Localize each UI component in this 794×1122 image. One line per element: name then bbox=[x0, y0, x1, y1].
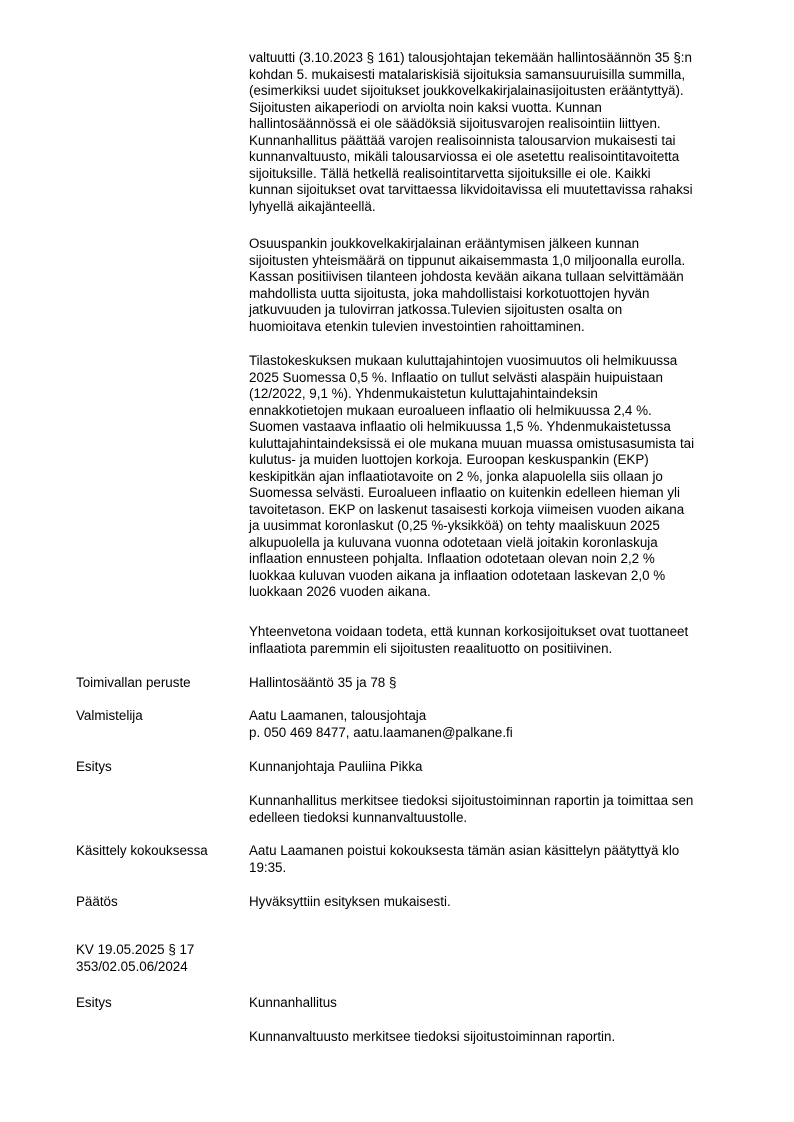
paatos-label: Päätös bbox=[76, 894, 118, 909]
valmistelija-label: Valmistelija bbox=[76, 708, 143, 723]
esitys-text-1: Kunnanhallitus merkitsee tiedoksi sijoitustoiminnan raportin ja toimittaa sen edelleen tiedoksi kunnanvaltuustolle. bbox=[249, 793, 694, 825]
esitys-value-2: Kunnanhallitus bbox=[249, 995, 337, 1010]
kasittely-kokouksessa-label: Käsittely kokouksessa bbox=[76, 843, 208, 858]
esitys-label-2: Esitys bbox=[76, 995, 112, 1010]
toimivallan-peruste-label: Toimivallan peruste bbox=[76, 675, 191, 690]
kasittely-kokouksessa-value: Aatu Laamanen poistui kokouksesta tämän asian käsittelyn päätyttyä klo 19:35. bbox=[249, 843, 680, 875]
body-paragraph-2: Osuuspankin joukkovelkakirjalainan erääntymisen jälkeen kunnan sijoitusten yhteismäärä on tippunut aikaisemmasta 1,0 miljoonalla eurolla. Kassan positiivisen tilanteen johdosta kevään aikana tullaan selvittämään mahdollista uutta sijoitusta, joka mahdollistaisi korkotuottojen hyvän jatkuvuuden ja tulovirran jatkossa.Tulevien sijoitusten osalta on huomioitava etenkin tulevien investointien rahoittaminen. bbox=[249, 236, 686, 334]
esitys-value-1: Kunnanjohtaja Pauliina Pikka bbox=[249, 759, 423, 774]
toimivallan-peruste-value: Hallintosääntö 35 ja 78 § bbox=[249, 675, 397, 690]
body-paragraph-1: valtuutti (3.10.2023 § 161) talousjohtajan tekemään hallintosäännön 35 §:n kohdan 5. mukaisesti matalariskisiä sijoituksia samansuuruisilla summilla, (esimerkiksi uudet sijoitukset joukkovelkakirjalainasijoitusten erääntyttyä). Sijoitusten aikaperiodi on arviolta noin kaksi vuotta. Kunnan hallintosäännössä ei ole säädöksiä sijoitusvarojen realisointiin liittyen. Kunnanhallitus päättää varojen realisoinnista talousarvion mukaisesti tai kunnanvaltuusto, mikäli talousarviossa ei ole asetettu realisointitavoitetta sijoituksille. Tällä hetkellä realisointitarvetta sijoituksille ei ole. Kaikki kunnan sijoitukset ovat tarvittaessa likvidoitavissa eli muutettavissa rahaksi lyhyellä aikajänteellä. bbox=[249, 50, 693, 214]
esitys-label-1: Esitys bbox=[76, 759, 112, 774]
body-paragraph-3: Tilastokeskuksen mukaan kuluttajahintojen vuosimuutos oli helmikuussa 2025 Suomessa 0,5 %. Inflaatio on tullut selvästi alaspäin huipuistaan (12/2022, 9,1 %). Yhdenmukaistetun kuluttajahintaindeksin ennakkotietojen mukaan euroalueen inflaatio oli helmikuussa 2,4 %. Suomen vastaava inflaatio oli helmikuussa 1,5 %. Yhdenmukaistetussa kuluttajahintaindeksissä ei ole mukana muuan muassa omistusasumista tai kulutus- ja muiden luottojen korkoja. Euroopan keskuspankin (EKP) keskipitkän ajan inflaatiotavoite on 2 %, jonka alapuolella siis ollaan jo Suomessa selvästi. Euroalueen inflaatio on kuitenkin edelleen hieman yli tavoitetason. EKP on laskenut tasaisesti korkoja viimeisen vuoden aikana ja uusimmat koronlaskut (0,25 %-yksikköä) on tehty maaliskuun 2025 alkupuolella ja kuluvana vuonna odotetaan vielä joitakin koronlaskuja inflaation ennusteen pohjalta. Inflaation odotetaan olevan noin 2,2 % luokkaa kuluvan vuoden aikana ja inflaation odotetaan laskevan 2,0 % luokkaan 2026 vuoden aikana. bbox=[249, 353, 695, 599]
paatos-value: Hyväksyttiin esityksen mukaisesti. bbox=[249, 894, 451, 909]
esitys-text-2: Kunnanvaltuusto merkitsee tiedoksi sijoitustoiminnan raportin. bbox=[249, 1029, 616, 1044]
kv-reference: KV 19.05.2025 § 17 353/02.05.06/2024 bbox=[76, 942, 195, 974]
valmistelija-value: Aatu Laamanen, talousjohtaja p. 050 469 8477, aatu.laamanen@palkane.fi bbox=[249, 708, 513, 740]
body-paragraph-4: Yhteenvetona voidaan todeta, että kunnan korkosijoitukset ovat tuottaneet inflaatiota paremmin eli sijoitusten reaalituotto on positiivinen. bbox=[249, 624, 689, 656]
